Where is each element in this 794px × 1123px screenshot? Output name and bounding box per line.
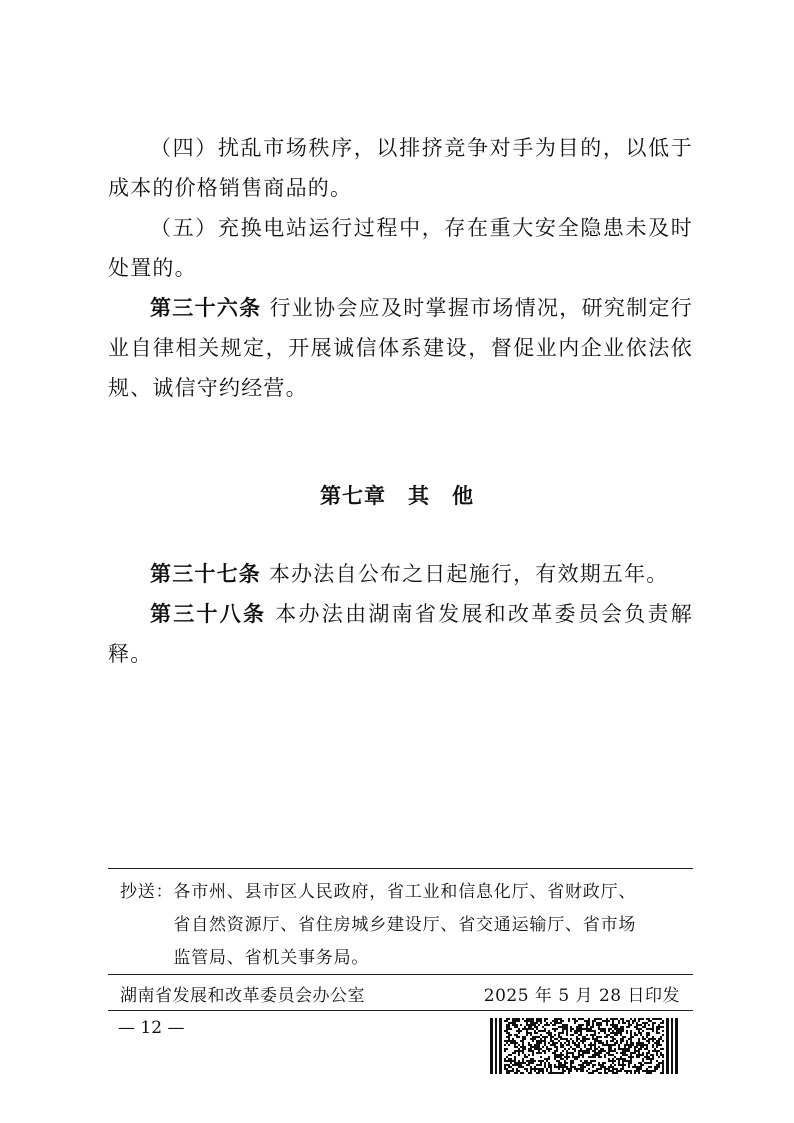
chapter-body [108,554,693,674]
footer-bottom-rule [108,1010,693,1011]
article-38-label: 第三十八条 [150,602,267,626]
item-four-paragraph: （四）扰乱市场秩序，以排挤竞争对手为目的，以低于成本的价格销售商品的。 [108,136,693,200]
article-38-paragraph [108,594,693,674]
issue-date: 2025 年 5 月 28 日印发 [483,986,680,1006]
article-38-text: 本办法由湖南省发展和改革委员会负责解释。 [108,602,693,666]
barcode-image [490,1018,678,1074]
chapter-heading [0,480,794,512]
article-36-paragraph [108,288,693,408]
article-37-paragraph [108,554,693,594]
article-37-label: 第三十七条 [150,562,261,586]
article-37-text: 本办法自公布之日起施行，有效期五年。 [268,562,669,586]
issuance-footer [120,985,680,1007]
cc-block [120,876,690,975]
chapter-number: 第七章 [320,484,386,508]
footer-top-rule [108,974,693,975]
issuing-office: 湖南省发展和改革委员会办公室 [120,986,365,1006]
cc-line-2: 省自然资源厅、省住房城乡建设厅、省交通运输厅、省市场 [173,915,637,935]
upper-body [108,128,693,408]
article-36-text: 行业协会应及时掌握市场情况，研究制定行业自律相关规定，开展诚信体系建设，督促业内企业依法依规、诚信守约经营。 [108,296,693,400]
cc-label: 抄送： [120,882,174,902]
page-number: — 12 — [118,1018,185,1038]
cc-top-rule [108,868,693,869]
cc-line-1: 各市州、县市区人民政府，省工业和信息化厅、省财政厅、 [173,882,637,902]
cc-line-3: 监管局、省机关事务局。 [173,948,370,968]
chapter-title: 其 他 [408,484,474,508]
article-36-label: 第三十六条 [150,296,262,320]
item-five-paragraph: （五）充换电站运行过程中，存在重大安全隐患未及时处置的。 [108,216,693,280]
